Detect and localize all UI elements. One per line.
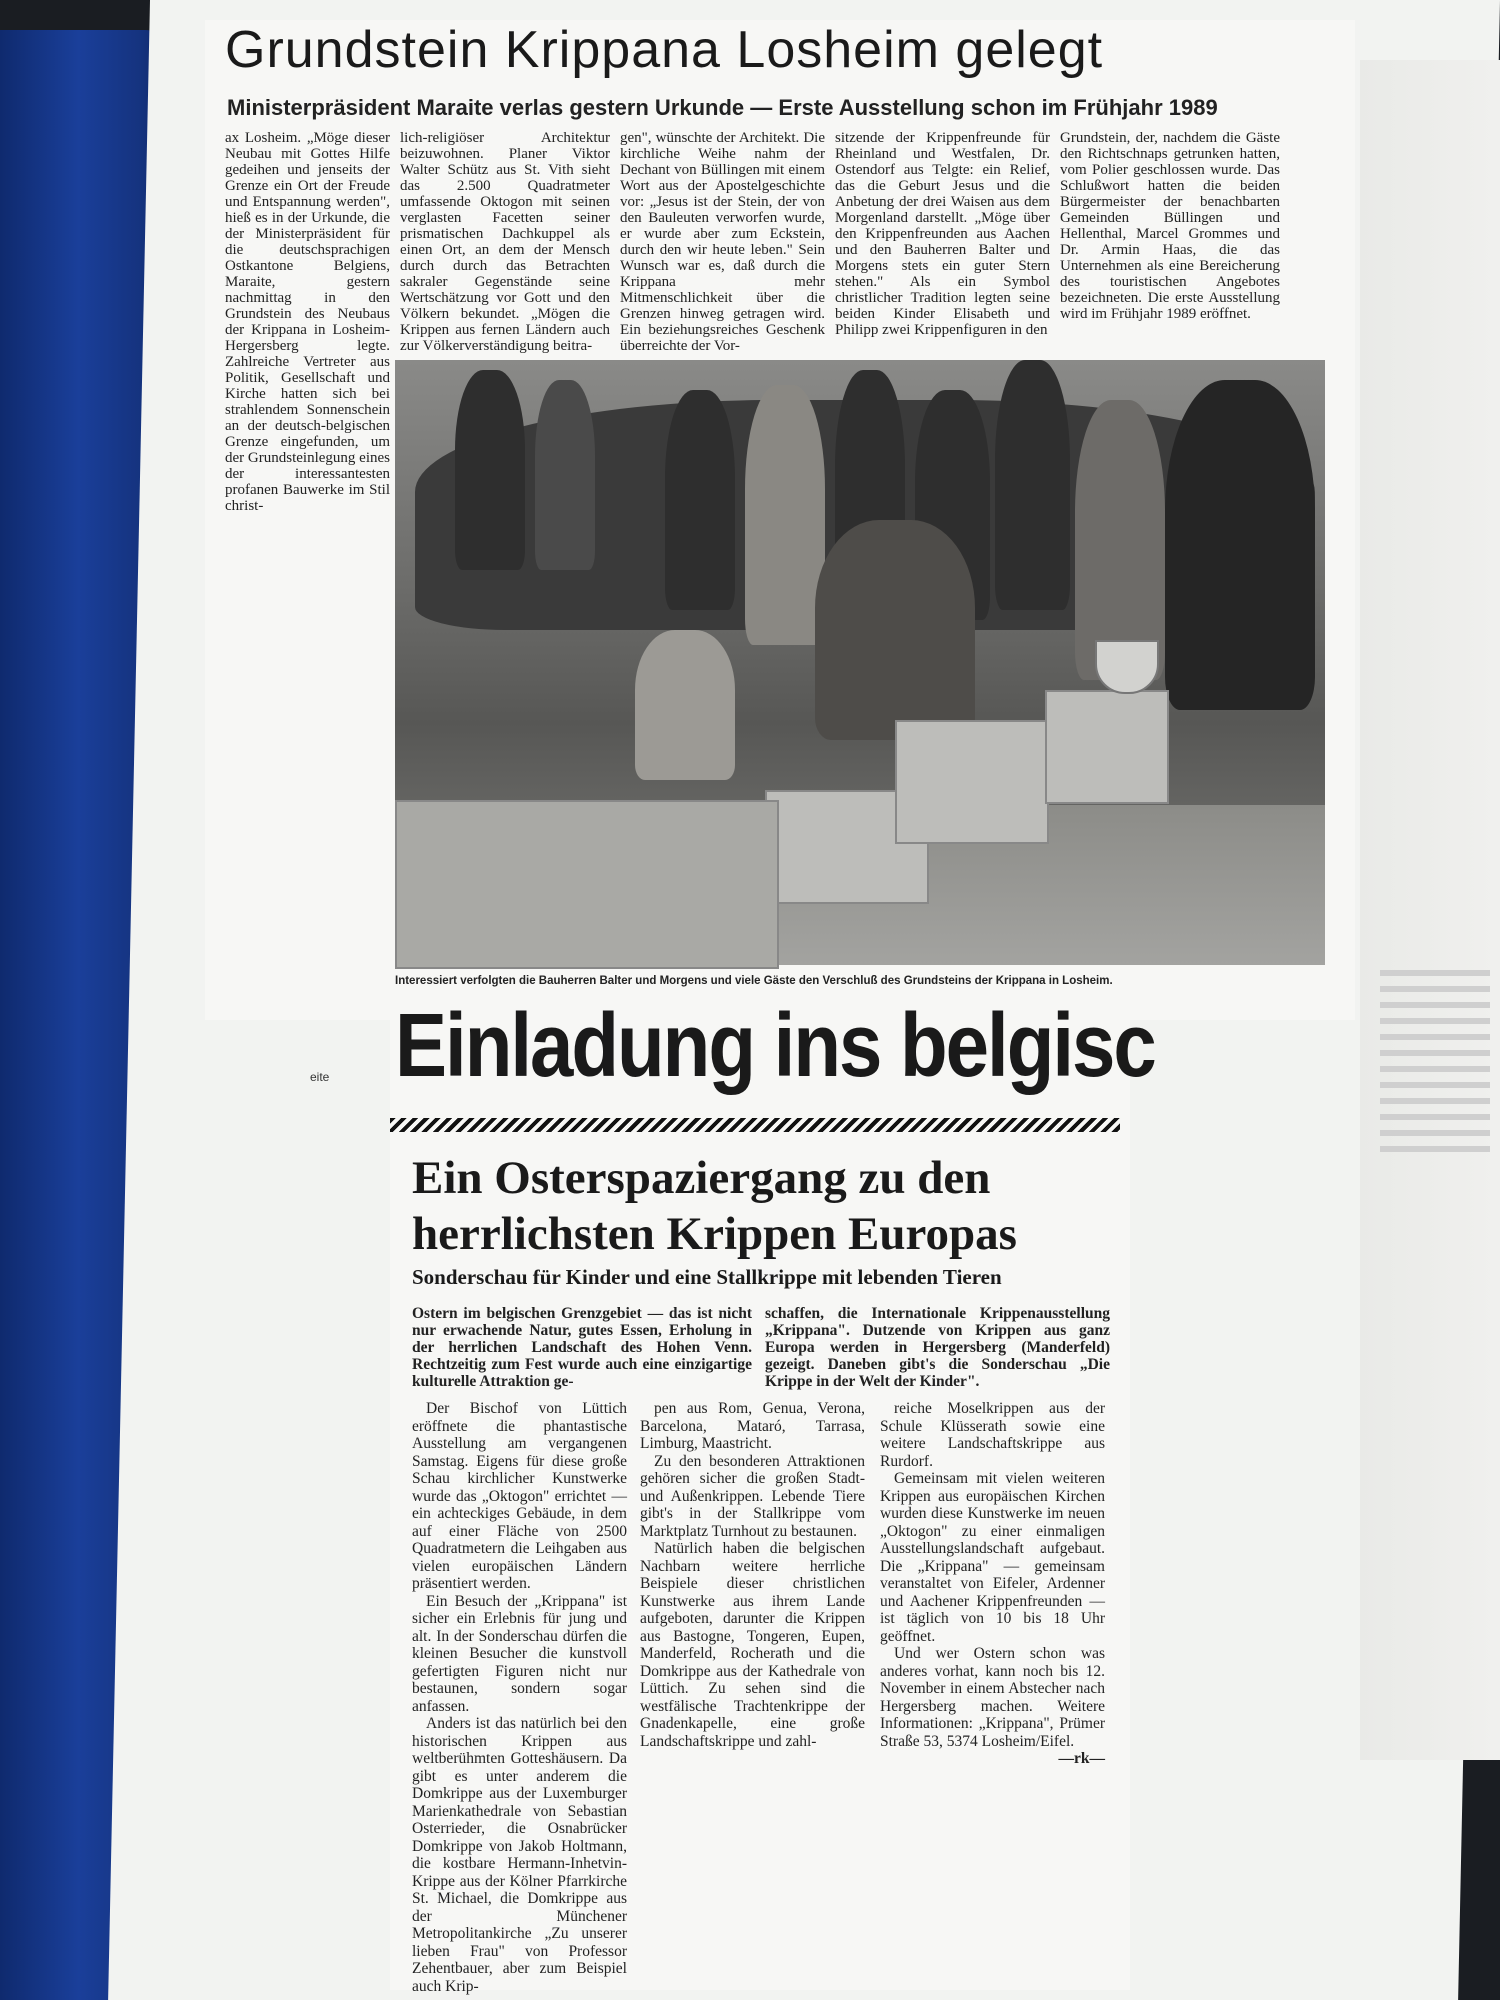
- paragraph: pen aus Rom, Genua, Verona, Barcelona, Mataró, Tarrasa, Limburg, Maastricht.: [640, 1400, 865, 1452]
- article-columns: [225, 130, 1325, 514]
- paragraph: Und wer Ostern schon was anderes vorhat, kann noch bis 12. November in einem Abstecher nach Hergersberg machen. Weitere Informationen: „Krippana", Prümer Straße 53, 5374 Losheim/Eifel.: [880, 1645, 1105, 1750]
- paragraph: Zu den besonderen Attraktionen gehören sicher die großen Stadt- und Außenkrippen. Lebende Tiere gibt's in der Stallkrippe vom Marktplatz Turnhout zu bestaunen.: [640, 1452, 865, 1540]
- lead-paragraph-right: schaffen, die Internationale Krippenausstellung „Krippana". Dutzende von Krippen aus ganz Europa werden in Hergersberg (Manderfeld) gezeigt. Daneben gibt's die Sonderschau „Die Krippe in der Welt der Kinder".: [765, 1305, 1110, 1390]
- lead-paragraph-left: Ostern im belgischen Grenzgebiet — das ist nicht nur erwachende Natur, gutes Essen, Erholung in der herrlichen Landschaft des Hohen Venn. Rechtzeitig zum Fest wurde auch eine einzigartige kulturelle Attraktion ge-: [412, 1305, 752, 1390]
- article-body-column-2: [640, 1400, 865, 1750]
- adjacent-page-edge: [1360, 60, 1500, 1760]
- article-column-5: Grundstein, der, nachdem die Gäste den Richtschnaps getrunken hatten, vom Polier geschlossen wurde. Das Schlußwort hatten die beiden Bürgermeister der benachbarten Gemeinden Büllingen und Hellenthal, Marcel Grommes und Dr. Armin Haas, die das Unternehmen als eine Bereicherung des touristischen Angebotes bezeichneten. Die erste Ausstellung wird im Frühjahr 1989 eröffnet.: [1060, 130, 1280, 322]
- hatched-rule: [390, 1118, 1120, 1132]
- article-column-2: lich-religiöser Architektur beizuwohnen. Planer Viktor Walter Schütz aus St. Vith sieht das 2.500 Quadratmeter umfassende Oktogon mit seinen verglasten Facetten seiner prismatischen Dachkuppel als einen Ort, an dem der Mensch durch durch das Betrachten sakraler Gegenstände seine Wertschätzung vor Gott und den Völkern bekundet. „Mögen die Krippen aus fernen Ländern auch zur Völkerverständigung beitra-: [400, 130, 610, 354]
- photo-caption: Interessiert verfolgten die Bauherren Balter und Morgens und viele Gäste den Verschluß des Grundsteins der Krippana in Losheim.: [395, 975, 1113, 987]
- paragraph: Natürlich haben die belgischen Nachbarn weitere herrliche Beispiele dieser christlichen Kunstwerke aus ihrem Lande aufgeboten, darunter die Krippen aus Bastogne, Tongeren, Eupen, Manderfeld, Rocherath und die Domkrippe aus der Kathedrale von Lüttich. Zu sehen sind die westfälische Trachtenkrippe der Gnadenkapelle, eine große Landschaftskrippe und zahl-: [640, 1540, 865, 1750]
- article-body-column-3: [880, 1400, 1105, 1790]
- section-banner: Einladung ins belgisc: [395, 994, 1155, 1096]
- paragraph: Der Bischof von Lüttich eröffnete die phantastische Ausstellung am vergangenen Samstag. Eigens für diese große Schau kirchlicher Kunstwerke wurde das „Oktogon" errichtet — ein achteckiges Gebäude, in dem auf einer Fläche von 2500 Quadratmetern die Leihgaben aus vielen europäischen Ländern präsentiert werden.: [412, 1400, 627, 1592]
- article-title: Ein Osterspaziergang zu den herrlichsten Krippen Europas: [412, 1152, 1017, 1260]
- paragraph: Gemeinsam mit vielen weiteren Krippen aus europäischen Kirchen wurden diese Kunstwerke im neuen „Oktogon" zu einer einmaligen Ausstellungslandschaft aufgebaut. Die „Krippana" — gemeinsam veranstaltet von Eifeler, Ardenner und Aachener Krippenfreunden — ist täglich von 10 bis 18 Uhr geöffnet.: [880, 1470, 1105, 1645]
- paragraph: Ein Besuch der „Krippana" ist sicher ein Erlebnis für jung und alt. In der Sonderschau dürfen die kleinen Besucher die kunstvoll gefertigten Figuren nicht nur bestaunen, sondern sogar anfassen.: [412, 1592, 627, 1715]
- page-marker: eite: [310, 1070, 330, 1084]
- newspaper-clipping-grundstein: [205, 20, 1355, 1020]
- article-subtitle: Sonderschau für Kinder und eine Stallkrippe mit lebenden Tieren: [412, 1265, 1002, 1289]
- article-column-1: ax Losheim. „Möge dieser Neubau mit Gottes Hilfe gedeihen und jenseits der Grenze ein Ort der Freude und Entspannung werden", hieß es in der Urkunde, die der Ministerpräsident für die deutschsprachigen Ostkantone Belgiens, Maraite, gestern nachmittag in den Grundstein des Neubaus der Krippana in Losheim-Hergersberg legte. Zahlreiche Vertreter aus Politik, Gesellschaft und Kirche hatten sich bei strahlendem Sonnenschein an der deutsch-belgischen Grenze eingefunden, um der Grundsteinlegung eines der interessantesten profanen Bauwerke im Stil christ-: [225, 130, 390, 514]
- paragraph: reiche Moselkrippen aus der Schule Klüsserath sowie eine weitere Landschaftskrippe aus Rurdorf.: [880, 1400, 1105, 1470]
- newspaper-clipping-osterspaziergang: [310, 994, 1155, 1995]
- paragraph: Anders ist das natürlich bei den historischen Krippen aus weltberühmten Gotteshäusern. Da gibt es unter anderem die Domkrippe aus der Luxemburger Marienkathedrale von Sebastian Osterrieder, die Osnabrücker Domkrippe von Jakob Holtmann, die kostbare Hermann-Inhetvin-Krippe aus der Kölner Pfarrkirche St. Michael, die Domkrippe aus der Münchener Metropolitankirche „Zu unserer lieben Frau" von Professor Zehentbauer, aber zum Beispiel auch Krip-: [412, 1715, 627, 1995]
- article-headline: Grundstein Krippana Losheim gelegt: [225, 21, 1104, 79]
- ceremony-photo: [395, 360, 1325, 965]
- faded-text-lines: [1380, 960, 1490, 1162]
- article-subheadline: Ministerpräsident Maraite verlas gestern Urkunde — Erste Ausstellung schon im Frühjahr 1989: [227, 95, 1218, 120]
- article-column-4: sitzende der Krippenfreunde für Rheinland und Westfalen, Dr. Ostendorf aus Telgte: ein Relief, das die Geburt Jesus und die Anbetung der drei Waisen aus dem Morgenland darstellt. „Möge über den Krippenfreunden aus Aachen und den Bauherren Balter und Morgens stets ein guter Stern stehen." Als ein Symbol christlicher Tradition legten seine beiden Kinder Elisabeth und Philipp zwei Krippenfiguren in den: [835, 130, 1050, 338]
- article-column-3: gen", wünschte der Architekt. Die kirchliche Weihe nahm der Dechant von Büllingen mit einem Wort aus der Apostelgeschichte vor: „Jesus ist der Stein, der von den Bauleuten verworfen wurde, er wurde aber zum Eckstein, durch den wir heute leben." Sein Wunsch war es, daß durch die Krippana mehr Mitmenschlichkeit über die Grenzen hinweg getragen wird. Ein beziehungsreiches Geschenk überreichte der Vor-: [620, 130, 825, 354]
- article-body-column-1: [412, 1400, 627, 1995]
- author-signature: —rk—: [1058, 1750, 1105, 1767]
